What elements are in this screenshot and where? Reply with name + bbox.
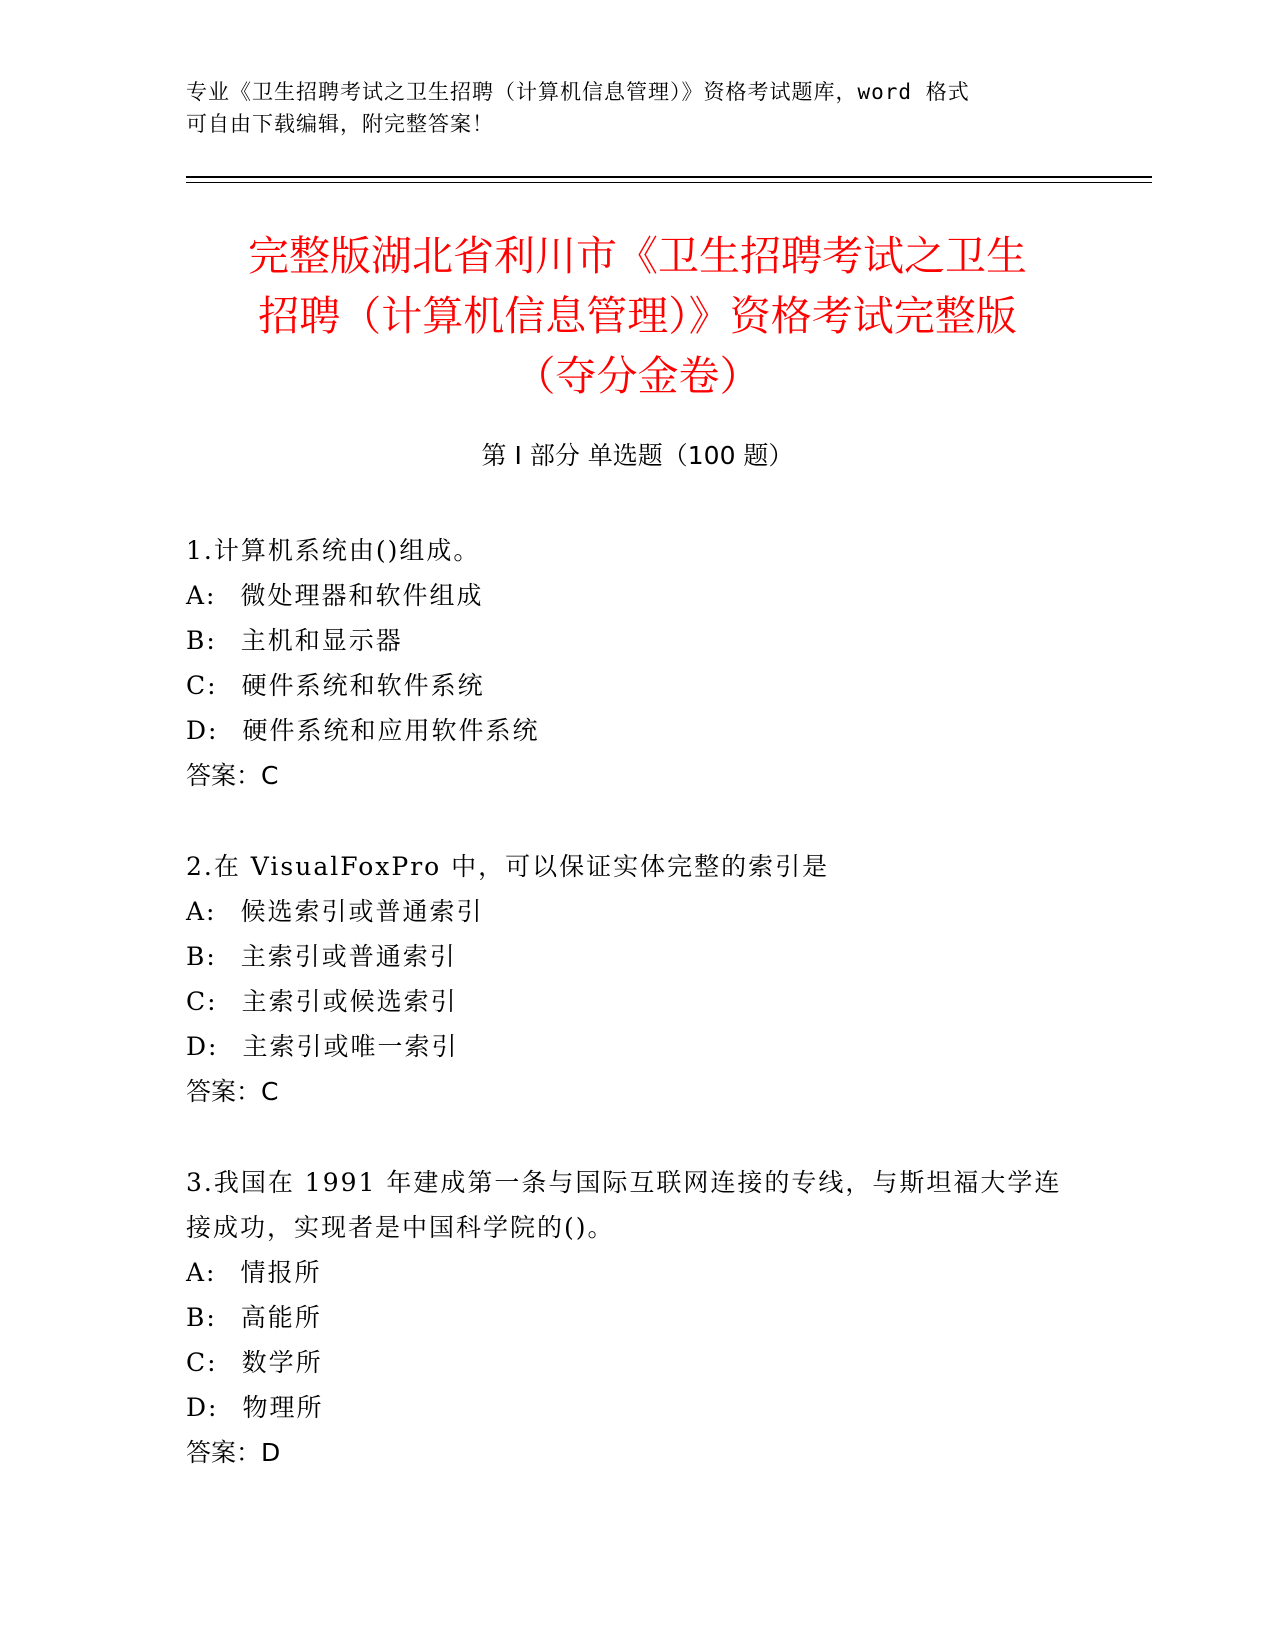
- section-heading: 第 I 部分 单选题（100 题）: [481, 441, 794, 470]
- answer-line: 答案：C: [186, 1077, 279, 1106]
- question-1: [186, 528, 1086, 798]
- document-title-line-1: 完整版湖北省利川市《卫生招聘考试之卫生: [248, 232, 1027, 280]
- header-note-line-1: 专业《卫生招聘考试之卫生招聘（计算机信息管理）》资格考试题库，word 格式: [186, 80, 970, 104]
- option-d: [186, 1024, 1086, 1069]
- header-note-line-2: 可自由下载编辑，附完整答案！: [186, 112, 494, 136]
- option-d: [186, 1385, 1086, 1430]
- option-b: [186, 1295, 1086, 1340]
- question-3: [186, 1160, 1086, 1475]
- option-letter: C:: [186, 671, 218, 700]
- option-letter: A:: [186, 581, 217, 610]
- option-text: 候选索引或普通索引: [240, 897, 484, 926]
- option-letter: D:: [186, 716, 219, 745]
- document-title-line-2: 招聘（计算机信息管理）》资格考试完整版: [258, 292, 1017, 340]
- option-letter: A:: [186, 1258, 217, 1287]
- option-letter: D:: [186, 1393, 219, 1422]
- question-2: [186, 844, 1086, 1114]
- header-divider-thick: [186, 176, 1152, 178]
- question-stem: 3.我国在 1991 年建成第一条与国际互联网连接的专线，与斯坦福大学连接成功，实现者是中国科学院的()。: [186, 1168, 1062, 1242]
- option-b: [186, 934, 1086, 979]
- option-letter: B:: [186, 626, 217, 655]
- document-title-line-3: （夺分金卷）: [514, 352, 761, 400]
- option-letter: B:: [186, 942, 217, 971]
- header-note: [186, 76, 1086, 140]
- option-letter: C:: [186, 987, 218, 1016]
- option-text: 硬件系统和应用软件系统: [242, 716, 540, 745]
- option-text: 硬件系统和软件系统: [241, 671, 485, 700]
- header-divider-thin: [186, 182, 1152, 183]
- option-text: 主索引或普通索引: [240, 942, 457, 971]
- option-text: 物理所: [242, 1393, 324, 1422]
- option-c: [186, 979, 1086, 1024]
- question-stem: 1.计算机系统由()组成。: [186, 536, 481, 565]
- answer-line: 答案：C: [186, 761, 279, 790]
- answer-line: 答案：D: [186, 1438, 281, 1467]
- option-text: 微处理器和软件组成: [240, 581, 484, 610]
- option-letter: D:: [186, 1032, 219, 1061]
- question-stem: 2.在 VisualFoxPro 中，可以保证实体完整的索引是: [186, 852, 830, 881]
- option-text: 数学所: [241, 1348, 323, 1377]
- option-text: 主机和显示器: [240, 626, 403, 655]
- document-title: [160, 226, 1115, 406]
- option-a: [186, 889, 1086, 934]
- option-d: [186, 708, 1086, 753]
- question-list: [186, 528, 1086, 1521]
- option-letter: A:: [186, 897, 217, 926]
- option-letter: C:: [186, 1348, 218, 1377]
- option-a: [186, 573, 1086, 618]
- option-a: [186, 1250, 1086, 1295]
- option-c: [186, 1340, 1086, 1385]
- option-text: 高能所: [240, 1303, 322, 1332]
- option-text: 主索引或候选索引: [241, 987, 458, 1016]
- option-text: 主索引或唯一索引: [242, 1032, 459, 1061]
- option-letter: B:: [186, 1303, 217, 1332]
- option-c: [186, 663, 1086, 708]
- option-text: 情报所: [240, 1258, 322, 1287]
- option-b: [186, 618, 1086, 663]
